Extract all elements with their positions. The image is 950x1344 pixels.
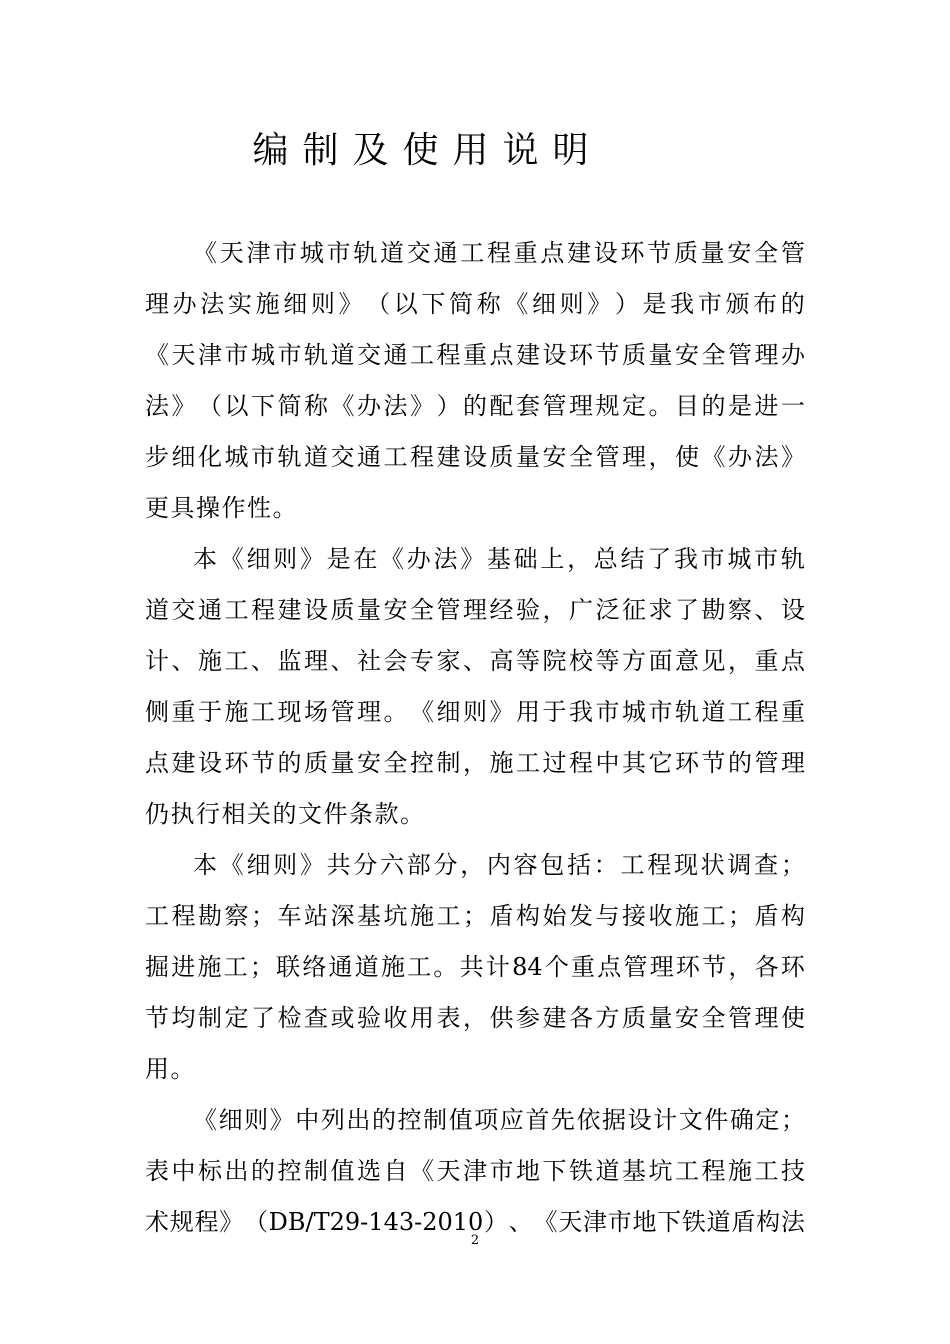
- body-text-line: 理 办 法 实 施 细 则 》 （ 以 下 简 称 《 细 则 》 ） 是 我 市 颁 布 的: [145, 290, 805, 318]
- body-text-line: 《 天 津 市 城 市 轨 道 交 通 工 程 重 点 建 设 环 节 质 量 安 全 管 理 办: [145, 341, 805, 369]
- body-text-line: 计 、 施 工 、 监 理 、 社 会 专 家 、 高 等 院 校 等 方 面 意 见 ， 重 点: [145, 647, 805, 675]
- body-text-line: 本 《 细 则 》 是 在 《 办 法 》 基 础 上 ， 总 结 了 我 市 城 市 轨: [193, 545, 805, 573]
- body-text-line: 道 交 通 工 程 建 设 质 量 安 全 管 理 经 验 ， 广 泛 征 求 了 勘 察 、 设: [145, 596, 805, 624]
- body-text-line: 节 均 制 定 了 检 查 或 验 收 用 表 ， 供 参 建 各 方 质 量 安 全 管 理 使: [145, 1004, 805, 1032]
- body-text-line: 点 建 设 环 节 的 质 量 安 全 控 制 ， 施 工 过 程 中 其 它 环 节 的 管 理: [145, 749, 805, 777]
- body-text-line: 本 《 细 则 》 共 分 六 部 分 ， 内 容 包 括 ： 工 程 现 状 调 查 ；: [193, 851, 805, 879]
- body-text-line: 《 天 津 市 城 市 轨 道 交 通 工 程 重 点 建 设 环 节 质 量 安 全 管: [193, 239, 805, 267]
- body-text-line: 侧 重 于 施 工 现 场 管 理 。 《 细 则 》 用 于 我 市 城 市 轨 道 工 程 重: [145, 698, 805, 726]
- body-text-line: 步 细 化 城 市 轨 道 交 通 工 程 建 设 质 量 安 全 管 理 ， 使 《 办 法 》: [145, 443, 805, 471]
- body-text-line: 掘 进 施 工 ； 联 络 通 道 施 工 。 共 计 84 个 重 点 管 理 环 节 ， 各 环: [145, 953, 805, 981]
- page-number: 2: [470, 1233, 480, 1248]
- body-text-line: 工 程 勘 察 ； 车 站 深 基 坑 施 工 ； 盾 构 始 发 与 接 收 施 工 ； 盾 构: [145, 902, 805, 930]
- body-text-line: 仍执行相关的文件条款。: [145, 800, 426, 828]
- body-text-line: 更具操作性。: [145, 494, 298, 522]
- body-text-line: 术 规 程 》 （ DB/T29-143-2010 ） 、 《 天 津 市 地 下 铁 道 盾 构 法: [145, 1208, 805, 1236]
- document-title: 编制及使用说明: [252, 130, 603, 171]
- body-text-line: 用。: [145, 1055, 196, 1083]
- body-text-line: 表 中 标 出 的 控 制 值 选 自 《 天 津 市 地 下 铁 道 基 坑 工 程 施 工 技: [145, 1157, 805, 1185]
- body-text-line: 《 细 则 》 中 列 出 的 控 制 值 项 应 首 先 依 据 设 计 文 件 确 定 ；: [193, 1106, 805, 1134]
- body-text-line: 法 》 （ 以 下 简 称 《 办 法 》 ） 的 配 套 管 理 规 定 。 目 的 是 进 一: [145, 392, 805, 420]
